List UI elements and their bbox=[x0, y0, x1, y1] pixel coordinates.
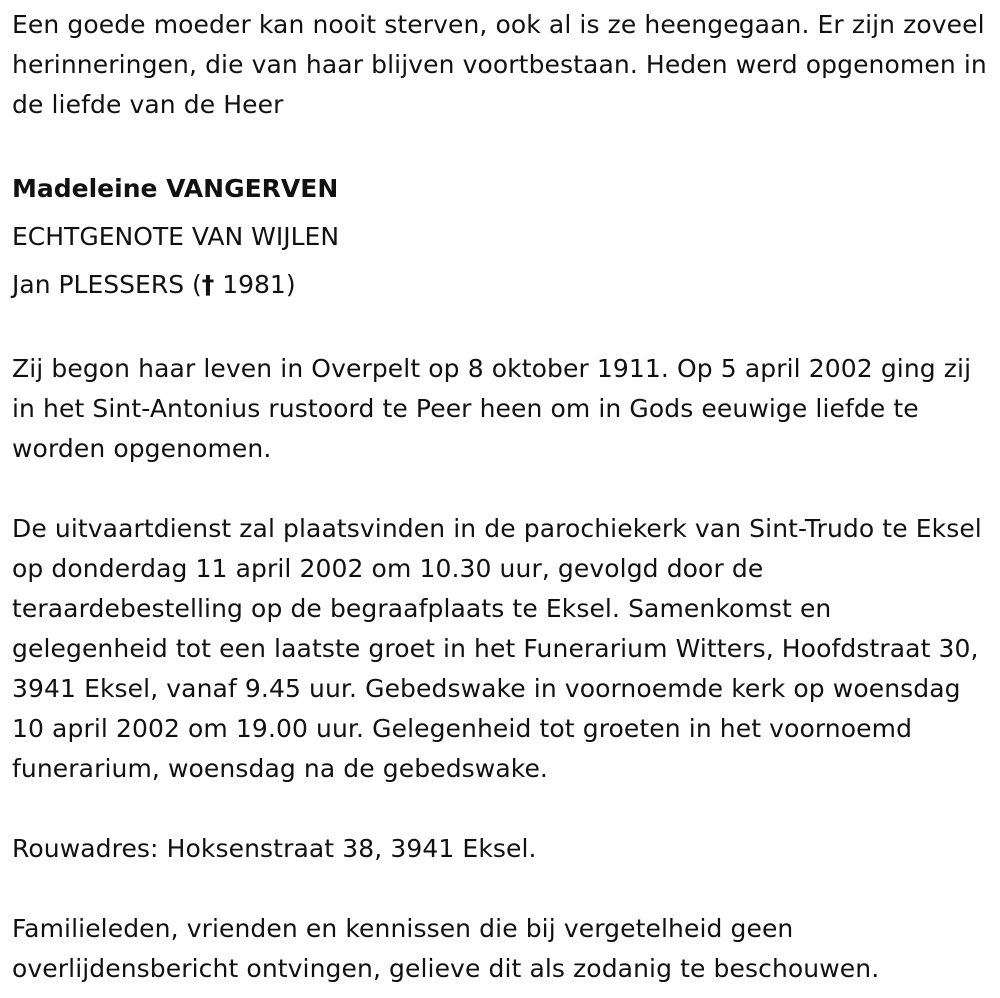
spouse-year: 1981) bbox=[214, 270, 296, 299]
spacer bbox=[12, 789, 987, 829]
spacer bbox=[12, 469, 987, 509]
cross-icon: † bbox=[201, 270, 215, 299]
spacer bbox=[12, 869, 987, 909]
spouse-line bbox=[12, 261, 987, 309]
address-paragraph: Rouwadres: Hoksenstraat 38, 3941 Eksel. bbox=[12, 834, 537, 863]
spouse-name: Jan PLESSERS ( bbox=[12, 270, 202, 299]
spacer bbox=[12, 125, 987, 165]
deceased-name: Madeleine VANGERVEN bbox=[12, 174, 339, 203]
intro-paragraph: Een goede moeder kan nooit sterven, ook al is ze heengegaan. Er zijn zoveel herinneringen, die van haar blijven voortbestaan. Heden werd opgenomen in de liefde van de Heer bbox=[12, 10, 987, 119]
spacer bbox=[12, 309, 987, 349]
death-notice bbox=[12, 5, 987, 989]
life-paragraph: Zij begon haar leven in Overpelt op 8 oktober 1911. Op 5 april 2002 ging zij in het Sint-Antonius rustoord te Peer heen om in Gods eeuwige liefde te worden opgenomen. bbox=[12, 354, 972, 463]
funeral-paragraph: De uitvaartdienst zal plaatsvinden in de parochiekerk van Sint-Trudo te Eksel op donderdag 11 april 2002 om 10.30 uur, gevolgd door de teraardebestelling op de begraafplaats te Eksel. Samenkomst en gelegenheid tot een laatste groet in het Funerarium Witters, Hoofdstraat 30, 3941 Eksel, vanaf 9.45 uur. Gebedswake in voornoemde kerk op woensdag 10 april 2002 om 19.00 uur. Gelegenheid tot groeten in het voornoemd funerarium, woensdag na de gebedswake. bbox=[12, 514, 982, 783]
relation-line: ECHTGENOTE VAN WIJLEN bbox=[12, 222, 340, 251]
closing-paragraph: Familieleden, vrienden en kennissen die bij vergetelheid geen overlijdensbericht ontvingen, gelieve dit als zodanig te beschouwen. bbox=[12, 914, 880, 983]
